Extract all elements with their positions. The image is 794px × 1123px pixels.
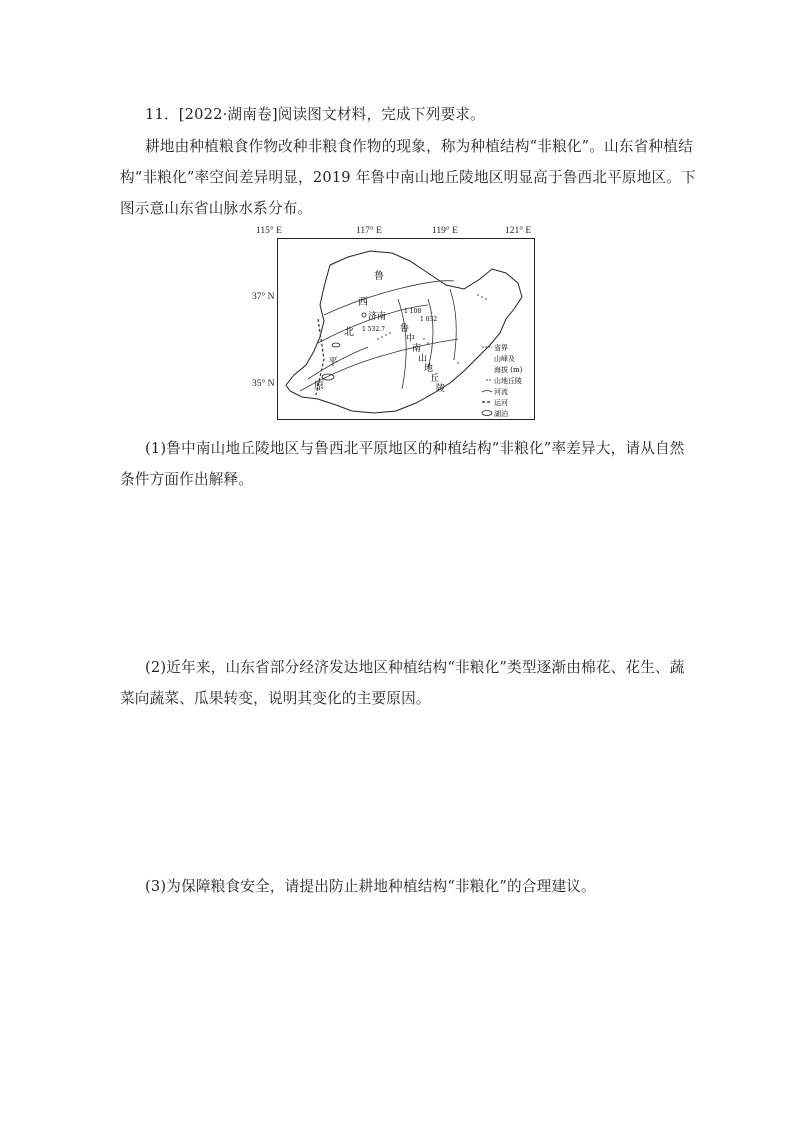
- lon-label: 117° E: [356, 226, 382, 236]
- legend-item: 海拔 (m): [494, 366, 523, 374]
- lake: [332, 343, 340, 347]
- legend-item: 山地丘陵: [494, 377, 522, 385]
- city-label: 济南: [368, 312, 387, 322]
- peak-label: 1 532.7: [362, 326, 385, 333]
- question-header: 11．[2022·湖南卷]阅读图文材料，完成下列要求。: [145, 106, 485, 123]
- legend-item: 运河: [494, 399, 508, 407]
- region-label: 北: [344, 327, 354, 338]
- peak-label: 1 032: [420, 316, 438, 323]
- region-label: 平: [328, 357, 338, 368]
- region-label: 鲁: [400, 324, 410, 334]
- lon-label: 121° E: [505, 226, 532, 236]
- lake: [322, 374, 334, 380]
- region-label: 原: [314, 381, 324, 392]
- region-label: 西: [358, 297, 368, 308]
- question-1-line-2: 条件方面作出解释。: [120, 471, 254, 488]
- material-line-2: 构“非粮化”率空间差异明显，2019 年鲁中南山地丘陵地区明显高于鲁西北平原地区。下: [120, 169, 696, 186]
- shandong-map-figure: [252, 226, 544, 422]
- peak-label: 1 108: [404, 308, 422, 315]
- region-label: 陵: [436, 384, 446, 394]
- river-line: [324, 281, 454, 315]
- legend-item: 山峰及: [494, 355, 515, 363]
- region-label: 中: [406, 334, 416, 344]
- region-label: 南: [412, 344, 422, 354]
- river-line: [450, 289, 456, 359]
- region-label: 地: [424, 364, 434, 374]
- question-1-line-1: (1)鲁中南山地丘陵地区与鲁西北平原地区的种植结构“非粮化”率差异大，请从自然: [145, 440, 685, 457]
- question-2-line-1: (2)近年来，山东省部分经济发达地区种植结构“非粮化”类型逐渐由棉花、花生、蔬: [145, 659, 685, 676]
- question-2-line-2: 菜向蔬菜、瓜果转变，说明其变化的主要原因。: [120, 690, 431, 707]
- material-line-3: 图示意山东省山脉水系分布。: [120, 200, 313, 217]
- province-map: [278, 239, 534, 419]
- region-label: 鲁: [374, 271, 384, 282]
- question-3: (3)为保障粮食安全，请提出防止耕地种植结构“非粮化”的合理建议。: [145, 878, 596, 895]
- legend-item: 湖泊: [494, 410, 508, 418]
- material-line-1: 耕地由种植粮食作物改种非粮食作物的现象，称为种植结构“非粮化”。山东省种植结: [145, 138, 693, 155]
- region-label: 山: [418, 354, 428, 364]
- city-marker: [362, 313, 366, 317]
- region-label: 丘: [430, 374, 440, 384]
- lon-label: 119° E: [432, 226, 458, 236]
- river-line: [428, 299, 433, 369]
- lat-label: 37° N: [252, 292, 275, 302]
- legend-item: 河流: [494, 388, 508, 396]
- legend-item: 省界: [494, 344, 508, 352]
- legend: [482, 343, 523, 418]
- lon-label: 115° E: [256, 226, 282, 236]
- map-frame: [277, 238, 535, 420]
- hill-area: [377, 294, 487, 364]
- lat-label: 35° N: [252, 379, 275, 389]
